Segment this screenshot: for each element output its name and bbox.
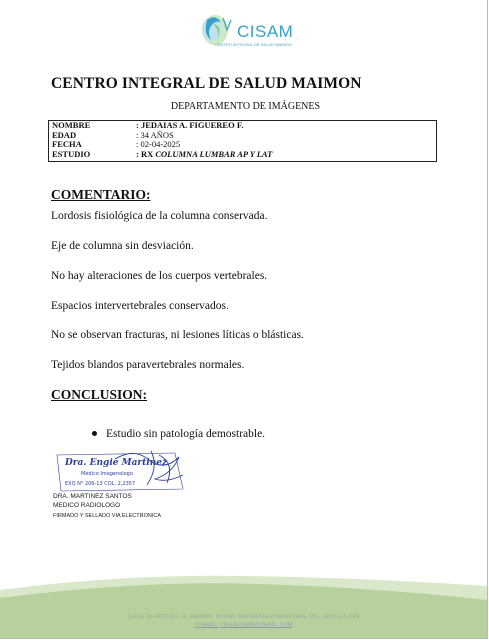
- report-title: CENTRO INTEGRAL DE SALUD MAIMON: [51, 75, 362, 92]
- cisam-logo: [193, 10, 303, 54]
- conclusion-heading: CONCLUSION:: [51, 387, 148, 402]
- bullet-icon: [92, 431, 97, 436]
- name-label: NOMBRE: [52, 120, 91, 130]
- comment-line: Espacios intervertebrales conservados.: [51, 300, 229, 312]
- patient-age-row: [49, 131, 436, 141]
- footer-email[interactable]: CISAM.DO@HOTMAIL .COM: [220, 623, 293, 628]
- name-value: : JEDAIAS A. FIGUEREO F.: [136, 120, 244, 130]
- patient-name-row: [49, 121, 436, 131]
- study-value-wrap: [136, 150, 272, 160]
- doctor-stamp: [55, 449, 190, 493]
- comment-line: No se observan fracturas, ni lesiones líticas o blásticas.: [51, 329, 304, 341]
- stamp-name: Dra. Engie Martinez: [65, 458, 168, 468]
- signature-role: MEDICO RADIOLOGO: [53, 502, 121, 509]
- study-row: [49, 150, 436, 160]
- comment-line: Lordosis fisiológica de la columna conservada.: [51, 210, 268, 222]
- comment-line: Eje de columna sin desviación.: [51, 240, 194, 252]
- department-title: DEPARTAMENTO DE IMÁGENES: [170, 101, 321, 112]
- signature-block: [53, 492, 161, 521]
- logo-wordmark: CISAM: [237, 22, 294, 41]
- date-value: : 02-04-2025: [136, 139, 181, 150]
- comment-heading: COMENTARIO:: [51, 187, 151, 202]
- stamp-exequatur: EXQ N° 206-13 COL. 2,2357: [65, 481, 136, 487]
- logo-subtitle: CENTRO INTEGRAL DE SALUD MAIMON: [215, 42, 292, 47]
- comment-line: No hay alteraciones de los cuerpos vertebrales.: [51, 270, 268, 282]
- study-label: ESTUDIO: [52, 148, 91, 159]
- conclusion-item: [92, 428, 265, 440]
- age-label: EDAD: [52, 129, 77, 140]
- signature-stamp-icon: [55, 449, 190, 493]
- footer-email-prefix: CORREO:: [194, 623, 219, 628]
- age-value: : 34 AÑOS: [136, 129, 174, 140]
- conclusion-item-text: Estudio sin patología demostrable.: [106, 428, 266, 440]
- date-label: FECHA: [52, 139, 82, 150]
- signature-note: FIRMADO Y SELLADO VIA ELECTRONICA: [53, 513, 161, 519]
- study-value: COLUMNA LUMBAR AP Y LAT: [155, 148, 273, 159]
- stamp-role: Medico Imagenologo: [81, 471, 133, 477]
- signature-name: DRA. MARTINEZ SANTOS: [53, 493, 132, 500]
- footer-address: CALLE DUARTE NO. 13, MAIMÓN, BONAO, REPUBLICA DOMINICANA, TEL.: (809)-551-2596: [127, 615, 360, 620]
- patient-info-box: [48, 120, 437, 162]
- footer-email-line: [0, 623, 487, 628]
- comment-line: Tejidos blandos paravertebrales normales.: [51, 359, 245, 371]
- study-prefix: : RX: [136, 148, 154, 159]
